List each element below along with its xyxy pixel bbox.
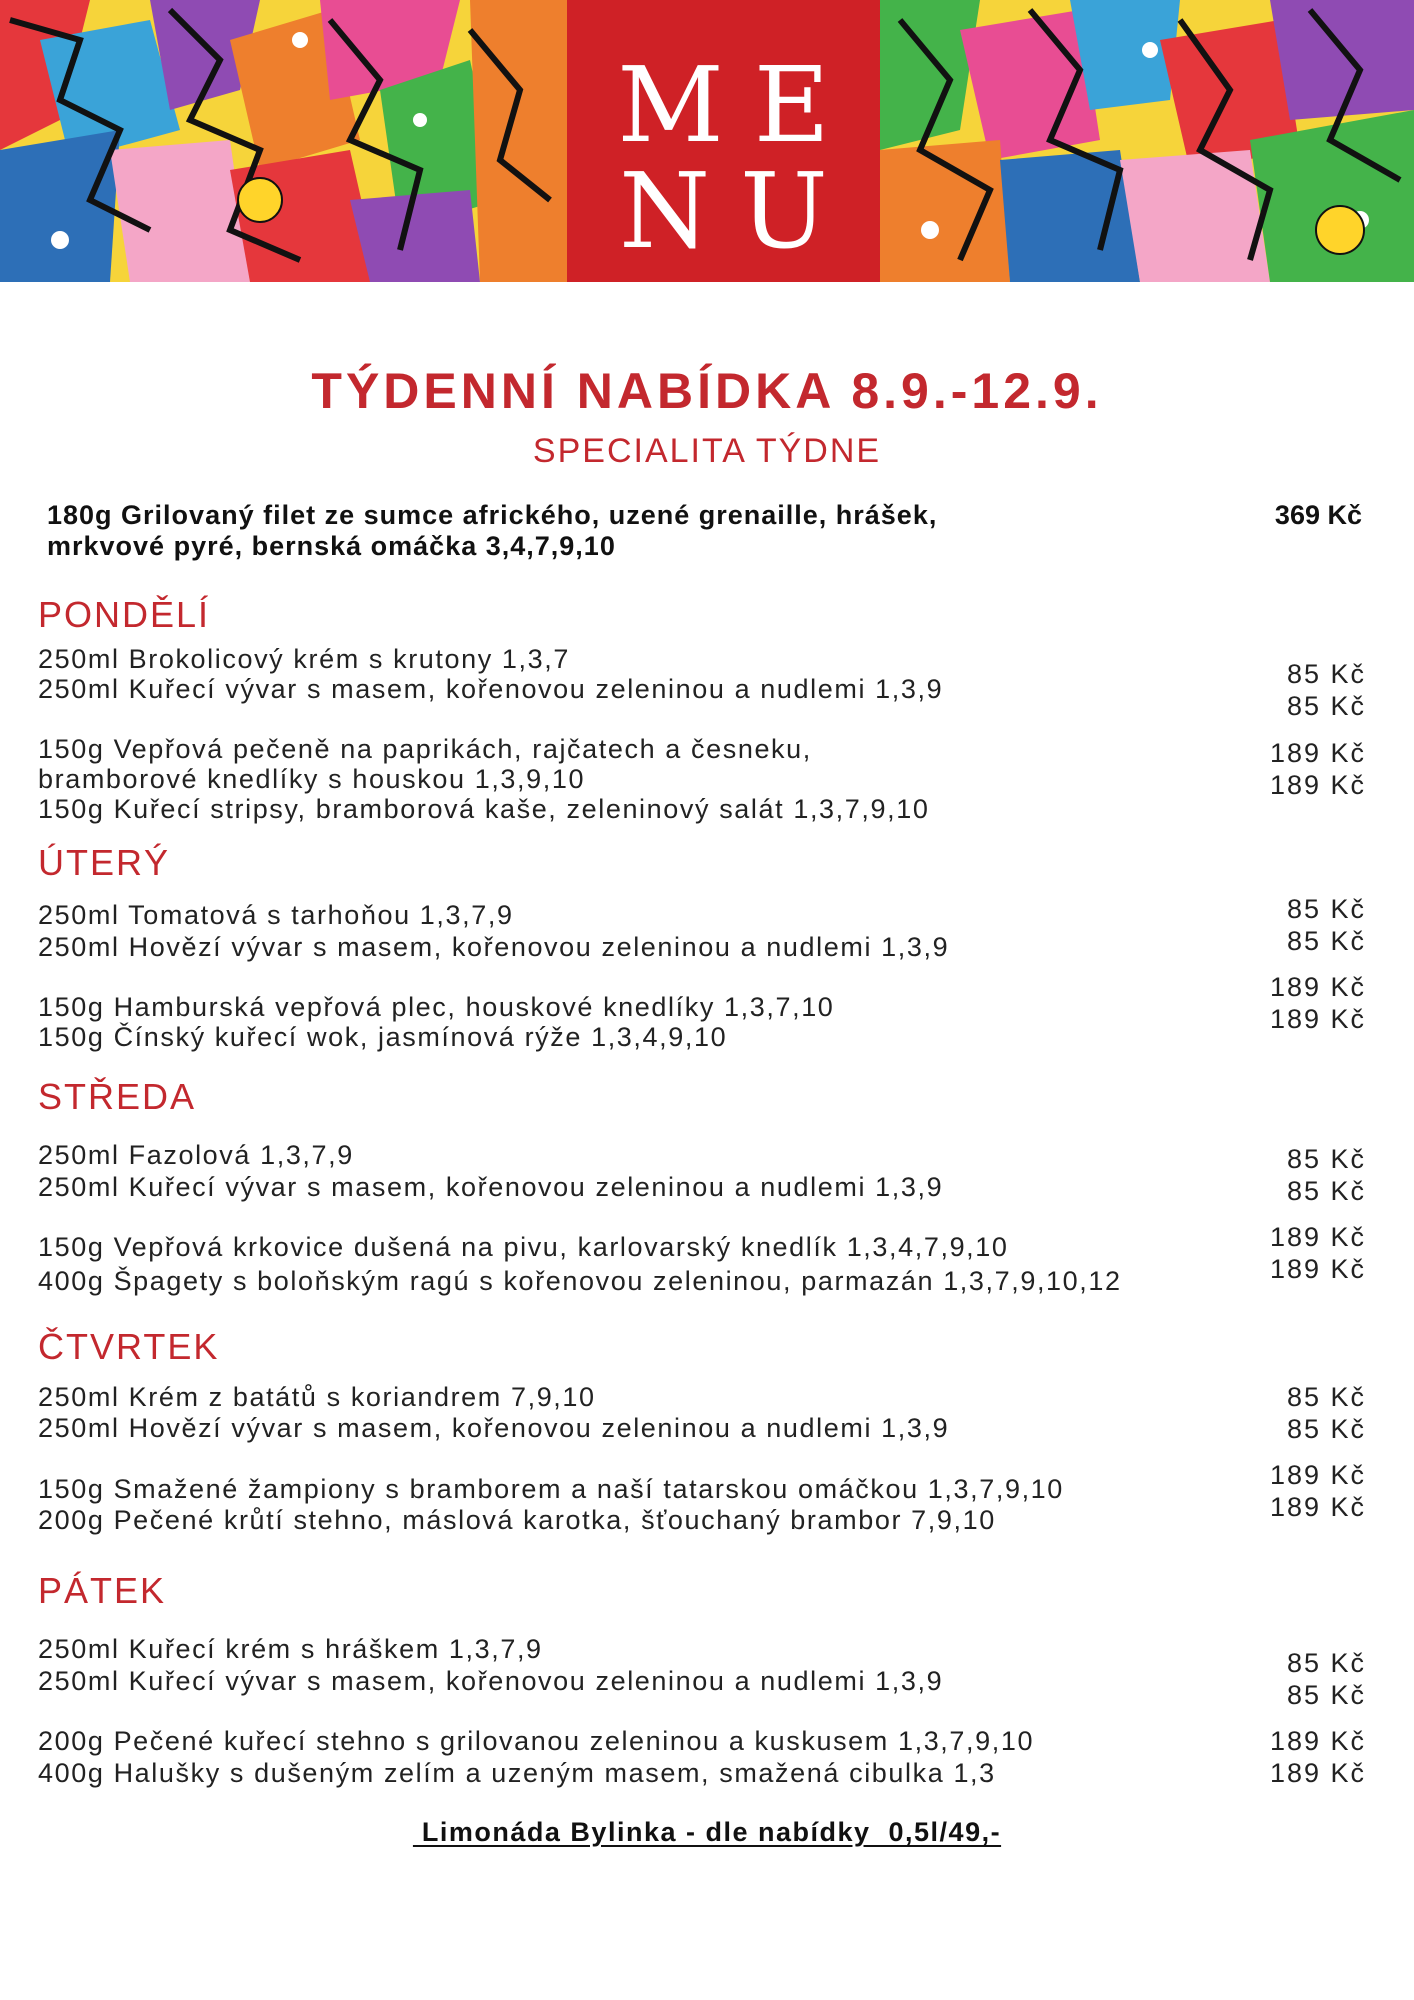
item-price: 85 Kč (1286, 659, 1366, 689)
item-price: 85 Kč (1286, 926, 1366, 956)
item-price: 85 Kč (1286, 1382, 1366, 1412)
menu-item: 250ml Kuřecí vývar s masem, kořenovou zeleninou a nudlemi 1,3,9 (38, 1666, 944, 1696)
item-price: 189 Kč (1269, 1004, 1366, 1034)
menu-item: 150g Vepřová pečeně na paprikách, rajčatech a česneku, (38, 734, 812, 764)
item-price: 189 Kč (1269, 1726, 1366, 1756)
menu-item: 250ml Tomatová s tarhoňou 1,3,7,9 (38, 900, 514, 930)
day-title-thursday: ČTVRTEK (38, 1326, 220, 1367)
menu-item: 200g Pečené kuřecí stehno s grilovanou zeleninou a kuskusem 1,3,7,9,10 (38, 1726, 1035, 1756)
menu-item: 150g Čínský kuřecí wok, jasmínová rýže 1,3,4,9,10 (38, 1022, 728, 1052)
menu-item: bramborové knedlíky s houskou 1,3,9,10 (38, 764, 586, 794)
menu-item: 150g Hamburská vepřová plec, houskové knedlíky 1,3,7,10 (38, 992, 835, 1022)
menu-item: 250ml Hovězí vývar s masem, kořenovou zeleninou a nudlemi 1,3,9 (38, 932, 950, 962)
header-banner (0, 0, 1414, 282)
item-price: 85 Kč (1286, 894, 1366, 924)
menu-item: 400g Špagety s boloňským ragú s kořenovou zeleninou, parmazán 1,3,7,9,10,12 (38, 1266, 1122, 1296)
menu-item: 250ml Fazolová 1,3,7,9 (38, 1140, 354, 1170)
item-price: 189 Kč (1269, 738, 1366, 768)
menu-item: 200g Pečené krůtí stehno, máslová karotka, šťouchaný brambor 7,9,10 (38, 1505, 996, 1535)
special-line2: mrkvové pyré, bernská omáčka 3,4,7,9,10 (47, 531, 616, 561)
menu-item: 250ml Kuřecí vývar s masem, kořenovou zeleninou a nudlemi 1,3,9 (38, 674, 944, 704)
item-price: 85 Kč (1286, 691, 1366, 721)
item-price: 189 Kč (1269, 1758, 1366, 1788)
menu-logo-box (567, 0, 880, 282)
menu-item: 400g Halušky s dušeným zelím a uzeným masem, smažená cibulka 1,3 (38, 1758, 996, 1788)
day-title-tuesday: ÚTERÝ (38, 842, 171, 883)
page-title: TÝDENNÍ NABÍDKA 8.9.-12.9. (311, 363, 1103, 419)
item-price: 189 Kč (1269, 1222, 1366, 1252)
item-price: 189 Kč (1269, 972, 1366, 1002)
item-price: 85 Kč (1286, 1648, 1366, 1678)
menu-item: 250ml Kuřecí krém s hráškem 1,3,7,9 (38, 1634, 543, 1664)
item-price: 189 Kč (1269, 770, 1366, 800)
special-price: 369 Kč (1274, 500, 1362, 530)
day-title-monday: PONDĚLÍ (38, 594, 211, 635)
menu-item: 250ml Hovězí vývar s masem, kořenovou zeleninou a nudlemi 1,3,9 (38, 1413, 950, 1443)
item-price: 189 Kč (1269, 1460, 1366, 1490)
item-price: 85 Kč (1286, 1680, 1366, 1710)
item-price: 85 Kč (1286, 1176, 1366, 1206)
day-title-friday: PÁTEK (38, 1570, 167, 1611)
menu-item: 250ml Krém z batátů s koriandrem 7,9,10 (38, 1382, 596, 1412)
footer-lemonade-text: Limonáda Bylinka - dle nabídky 0,5l/49,- (412, 1817, 1002, 1847)
item-price: 85 Kč (1286, 1144, 1366, 1174)
menu-item: 250ml Kuřecí vývar s masem, kořenovou zeleninou a nudlemi 1,3,9 (38, 1172, 944, 1202)
special-heading: SPECIALITA TÝDNE (532, 432, 882, 470)
special-description (47, 500, 1047, 562)
item-price: 189 Kč (1269, 1492, 1366, 1522)
menu-logo-line2: NU (619, 150, 858, 272)
day-title-wednesday: STŘEDA (38, 1076, 197, 1117)
menu-item: 150g Smažené žampiony s bramborem a naší tatarskou omáčkou 1,3,7,9,10 (38, 1474, 1064, 1504)
menu-item: 150g Vepřová krkovice dušená na pivu, karlovarský knedlík 1,3,4,7,9,10 (38, 1232, 1009, 1262)
menu-item: 150g Kuřecí stripsy, bramborová kaše, zeleninový salát 1,3,7,9,10 (38, 794, 930, 824)
footer-note (0, 1817, 1414, 1848)
menu-item: 250ml Brokolicový krém s krutony 1,3,7 (38, 644, 570, 674)
menu-logo-line1: ME (617, 44, 860, 166)
special-line1: 180g Grilovaný filet ze sumce afrického, uzené grenaille, hrášek, (47, 500, 938, 530)
item-price: 85 Kč (1286, 1414, 1366, 1444)
item-price: 189 Kč (1269, 1254, 1366, 1284)
